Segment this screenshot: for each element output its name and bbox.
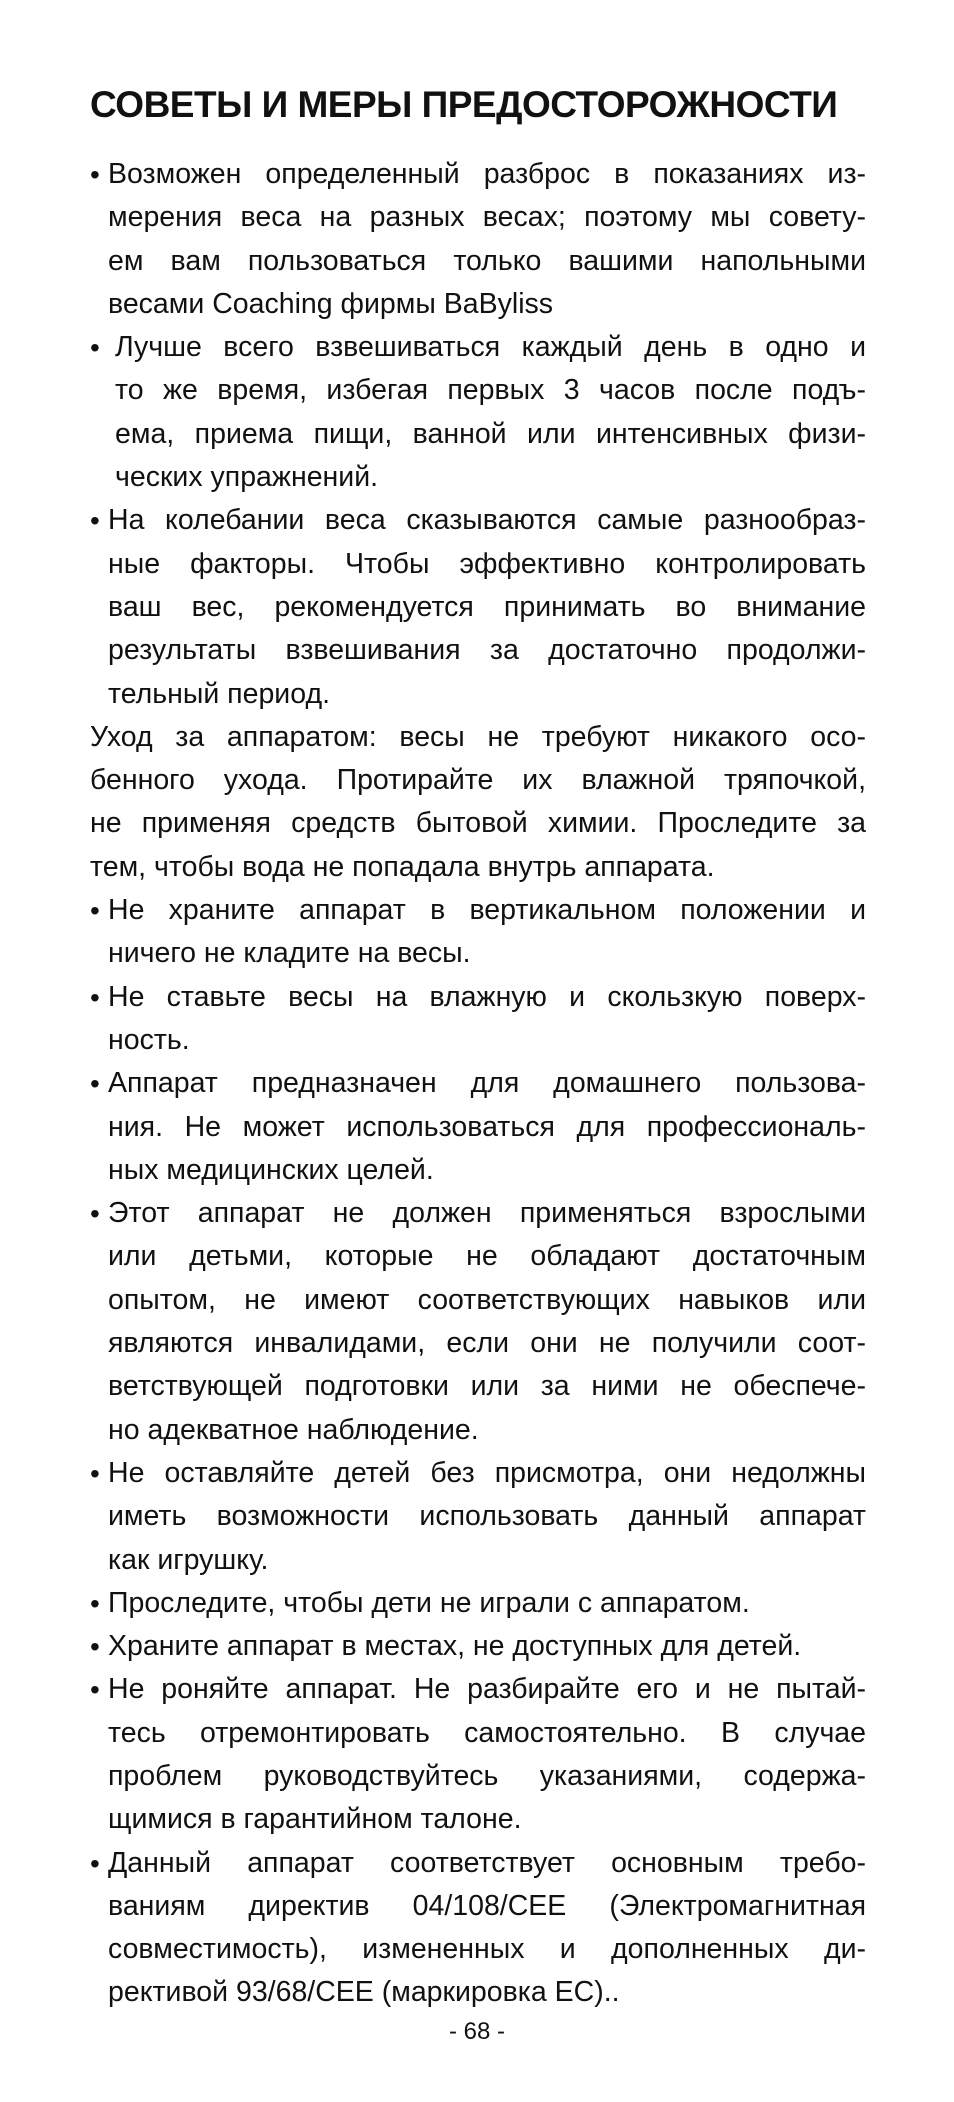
text-line: но адекватное наблюдение.	[108, 1413, 479, 1446]
bullet-item	[90, 889, 866, 976]
text-line: Не храните аппарат в вертикальном положении и	[108, 894, 866, 927]
text-line: щимися в гарантийном талоне.	[108, 1803, 522, 1836]
paragraph	[90, 716, 866, 889]
text-line: проблем руководствуйтесь указаниями, содержа-	[108, 1759, 866, 1792]
text-line: тем, чтобы вода не попадала внутрь аппарата.	[90, 850, 715, 883]
text-line: Не ставьте весы на влажную и скользкую поверх-	[108, 980, 866, 1013]
text-line: Данный аппарат соответствует основным требо-	[108, 1846, 866, 1879]
text-line: Этот аппарат не должен применяться взрослыми	[108, 1197, 866, 1230]
text-line: ема, приема пищи, ванной или интенсивных физи-	[115, 417, 866, 450]
text-line: являются инвалидами, если они не получили соот-	[108, 1327, 866, 1360]
bullet-icon: •	[90, 159, 100, 190]
text-line: или детьми, которые не обладают достаточным	[108, 1240, 866, 1273]
text-line: ем вам пользоваться только вашими напольными	[108, 244, 866, 277]
bullet-item	[90, 1842, 866, 2015]
bullet-item	[90, 1668, 866, 1841]
text-line: ных медицинских целей.	[108, 1153, 434, 1186]
bullet-icon: •	[90, 1674, 100, 1706]
bullet-item	[90, 499, 866, 715]
text-line: Возможен определенный разброс в показаниях из-	[108, 158, 866, 190]
bullet-item	[90, 326, 866, 499]
bullet-item	[90, 1625, 866, 1668]
bullet-icon: •	[90, 981, 100, 1013]
text-line: ческих упражнений.	[115, 461, 379, 494]
bullet-icon: •	[90, 1847, 100, 1879]
text-line: совместимость), измененных и дополненных ди-	[108, 1933, 866, 1966]
bullet-icon: •	[90, 895, 100, 927]
bullet-item	[90, 1452, 866, 1582]
text-line: ваш вес, рекомендуется принимать во внимание	[108, 590, 866, 623]
bullet-item	[90, 1062, 866, 1192]
text-line: не применяя средств бытовой химии. Проследите за	[90, 807, 866, 840]
text-line: ваниям директив 04/108/CEE (Электромагнитная	[108, 1889, 866, 1922]
text-line: На колебании веса сказываются самые разнообраз-	[108, 504, 866, 537]
text-line: Не оставляйте детей без присмотра, они недолжны	[108, 1456, 866, 1489]
text-line: ветствующей подготовки или за ними не обеспече-	[108, 1370, 866, 1403]
text-line: Храните аппарат в местах, не доступных для детей.	[108, 1630, 802, 1663]
text-line: ность.	[108, 1023, 190, 1056]
text-line: Не роняйте аппарат. Не разбирайте его и не пытай-	[108, 1673, 866, 1706]
text-line: рективой 93/68/CEE (маркировка ЕС)..	[108, 1976, 620, 2009]
text-line: ные факторы. Чтобы эффективно контролировать	[108, 547, 866, 580]
bullet-icon: •	[90, 1068, 100, 1100]
bullet-icon: •	[90, 1587, 100, 1619]
bullet-icon: •	[90, 505, 100, 537]
text-line: Проследите, чтобы дети не играли с аппаратом.	[108, 1586, 750, 1619]
text-line: ничего не кладите на весы.	[108, 937, 471, 970]
document-body	[90, 153, 866, 2015]
bullet-icon: •	[90, 1457, 100, 1489]
bullet-icon: •	[90, 1198, 100, 1230]
text-line: Аппарат предназначен для домашнего пользова-	[108, 1067, 866, 1100]
text-line: бенного ухода. Протирайте их влажной тряпочкой,	[90, 764, 866, 797]
bullet-icon: •	[90, 332, 100, 364]
text-line: результаты взвешивания за достаточно продолжи-	[108, 634, 866, 667]
text-line: Лучше всего взвешиваться каждый день в одно и	[115, 331, 866, 364]
text-line: опытом, не имеют соответствующих навыков или	[108, 1283, 866, 1316]
bullet-item	[90, 1192, 866, 1452]
text-line: ния. Не может использоваться для профессиональ-	[108, 1110, 866, 1143]
page-title: СОВЕТЫ И МЕРЫ ПРЕДОСТОРОЖНОСТИ	[90, 84, 838, 125]
bullet-item	[90, 1582, 866, 1625]
text-line: тельный период.	[108, 677, 331, 710]
text-line: Уход за аппаратом: весы не требуют никакого осо-	[90, 720, 866, 753]
text-line: тесь отремонтировать самостоятельно. В случае	[108, 1716, 866, 1749]
bullet-icon: •	[90, 1631, 100, 1663]
text-line: то же время, избегая первых 3 часов после подъ-	[115, 374, 866, 407]
bullet-item	[90, 153, 866, 326]
bullet-item	[90, 976, 866, 1063]
page-number: - 68 -	[448, 2018, 505, 2045]
text-line: мерения веса на разных весах; поэтому мы совету-	[108, 201, 866, 234]
text-line: как игрушку.	[108, 1543, 269, 1576]
text-line: иметь возможности использовать данный аппарат	[108, 1500, 866, 1533]
text-line: весами Coaching фирмы BaByliss	[108, 287, 554, 320]
